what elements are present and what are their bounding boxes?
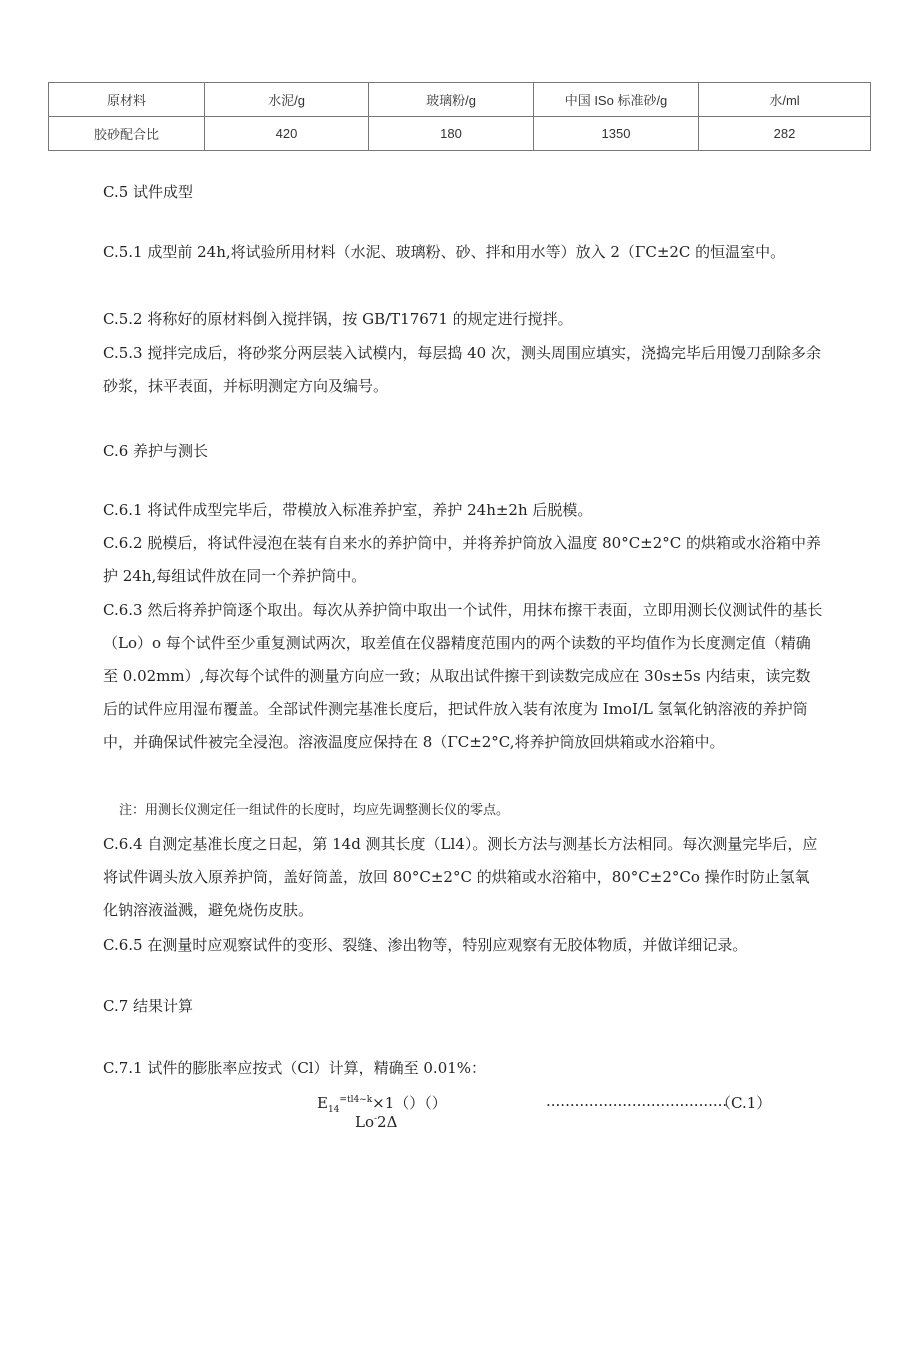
equation-leader-dots: ...................................... [546, 1092, 728, 1110]
equation-label: （C.1） [716, 1094, 772, 1112]
paragraph-c6-5: C.6.5 在测量时应观察试件的变形、裂缝、渗出物等，特别应观察有无胶体物质，并做详细记录。 [103, 936, 748, 954]
equation-den-sup: - [374, 1114, 378, 1124]
section-heading-c7: C.7 结果计算 [103, 997, 194, 1015]
mix-proportion-table [48, 82, 871, 151]
table-cell: 180 [369, 117, 534, 151]
paragraph-c6-3: C.6.3 然后将养护筒逐个取出。每次从养护筒中取出一个试件，用抹布擦干表面，立即用测长仪测试件的基长（Lo）o 每个试件至少重复测试两次，取差值在仪器精度范围内的两个读数的平均值作为长度测定值（精确至 0.02mm）,每次每个试件的测量方向应一致；从取出试件擦干到读数完成应在 30s±5s 内结束，读完数后的试件应用湿布覆盖。全部试件测完基准长度后，把试件放入装有浓度为 ImoI/L 氢氧化钠溶液的养护筒中，并确保试件被完全浸泡。溶液温度应保持在 8（ΓC±2°C,将养护筒放回烘箱或水浴箱中。 [103, 601, 823, 751]
equation-rest: ×1（）（） [372, 1094, 447, 1112]
paragraph-c7-1: C.7.1 试件的膨胀率应按式（Cl）计算，精确至 0.01%： [103, 1059, 487, 1077]
equation-den-main: Lo [355, 1113, 374, 1131]
paragraph-c5-2: C.5.2 将称好的原材料倒入搅拌锅，按 GB/T17671 的规定进行搅拌。 [103, 310, 573, 328]
table-cell: 420 [205, 117, 369, 151]
section-heading-c5: C.5 试件成型 [103, 183, 194, 201]
paragraph-c5-1: C.5.1 成型前 24h,将试验所用材料（水泥、玻璃粉、砂、拌和用水等）放入 2（ΓC±2C 的恒温室中。 [103, 243, 786, 261]
table-header-row [49, 83, 871, 117]
paragraph-c6-4: C.6.4 自测定基准长度之日起，第 14d 测其长度（Ll4）。测长方法与测基长方法相同。每次测量完毕后，应将试件调头放入原养护筒，盖好筒盖，放回 80°C±2°C 的烘箱或水浴箱中，80°C±2°Co 操作时防止氢氧化钠溶液溢溅，避免烧伤皮肤。 [103, 835, 818, 919]
equation-denominator [355, 1113, 397, 1131]
table-row [49, 117, 871, 151]
table-cell: 原材料 [49, 83, 205, 117]
table-cell: 1350 [534, 117, 699, 151]
table-cell: 水/ml [699, 83, 871, 117]
note: 注：用测长仪测定任一组试件的长度时，均应先调整测长仪的零点。 [119, 803, 510, 818]
section-heading-c6: C.6 养护与测长 [103, 442, 209, 460]
table-cell: 玻璃粉/g [369, 83, 534, 117]
paragraph-c5-3: C.5.3 搅拌完成后，将砂浆分两层装入试模内，每层捣 40 次，测头周围应填实，浇捣完毕后用馒刀刮除多余砂浆，抹平表面，并标明测定方向及编号。 [103, 344, 821, 395]
table-cell: 中国 ISo 标准砂/g [534, 83, 699, 117]
equation-lhs: E [317, 1094, 328, 1112]
table-cell: 282 [699, 117, 871, 151]
table-cell: 胶砂配合比 [49, 117, 205, 151]
equation-lhs-subscript: 14 [327, 1105, 340, 1115]
table-cell: 水泥/g [205, 83, 369, 117]
equation-superscript: =tl4~k [339, 1095, 373, 1105]
paragraph-c6-1: C.6.1 将试件成型完毕后，带模放入标准养护室，养护 24h±2h 后脱模。 [103, 501, 593, 519]
paragraph-c6-2: C.6.2 脱模后，将试件浸泡在装有自来水的养护筒中，并将养护筒放入温度 80°C±2°C 的烘箱或水浴箱中养护 24h,每组试件放在同一个养护筒中。 [103, 534, 822, 585]
equation-den-rest: 2Δ [377, 1113, 398, 1131]
equation-numerator [317, 1092, 447, 1115]
